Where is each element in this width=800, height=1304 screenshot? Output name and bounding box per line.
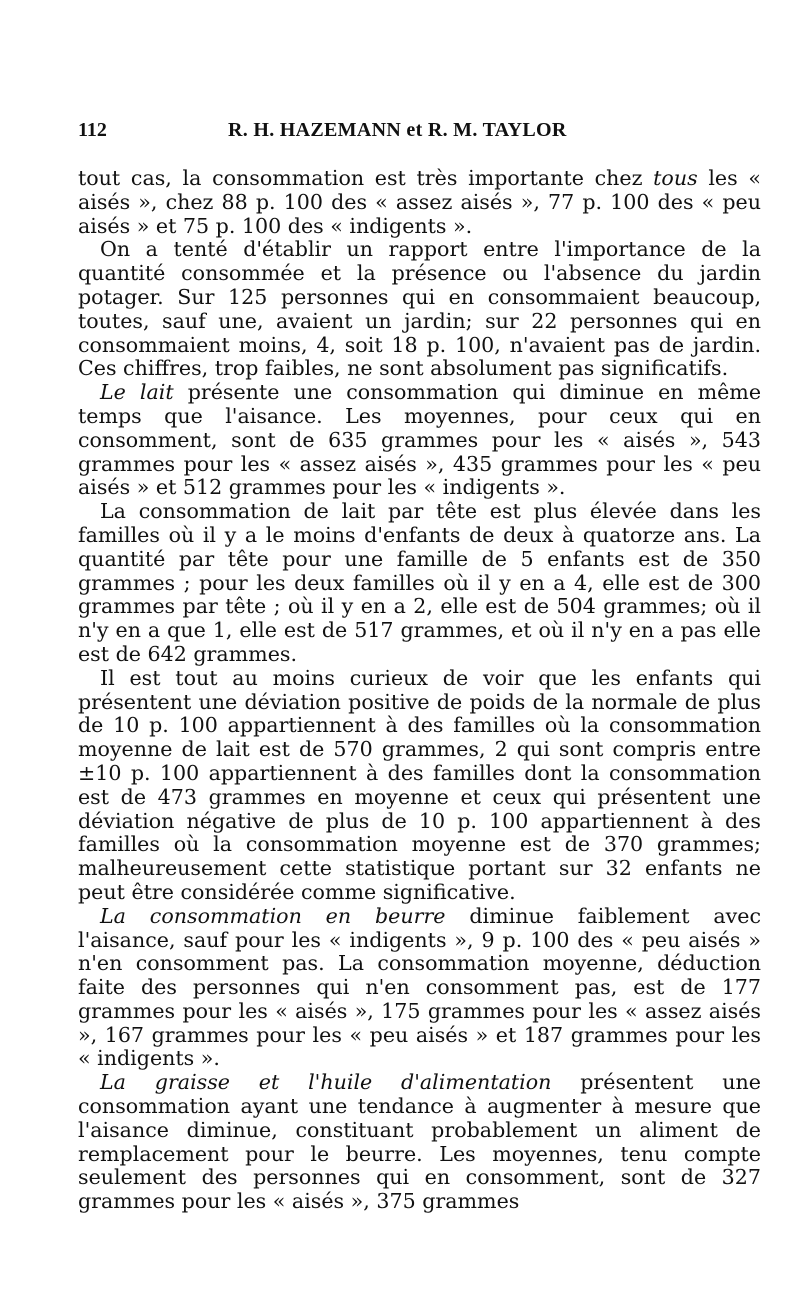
paragraph-4 (78, 500, 761, 667)
page-header (78, 119, 758, 149)
paragraph-5 (78, 667, 761, 905)
text-run: tout cas, la consommation est très importante chez (78, 166, 654, 190)
text-run: La consommation de lait par tête est plus élevée dans les familles où il y a le moins d'enfants de deux à quatorze ans. La quantité par tête pour une famille de 5 enfants est de 350 grammes ; pour les deux familles où il y en a 4, elle est de 300 grammes par tête ; où il y en a 2, elle est de 504 grammes; où il n'y en a que 1, elle est de 517 grammes, et où il n'y en a pas elle est de 642 grammes. (78, 499, 761, 666)
text-run: Il est tout au moins curieux de voir que les enfants qui présentent une déviation positive de poids de la normale de plus de 10 p. 100 appartiennent à des familles où la consommation moyenne de lait est de 570 grammes, 2 qui sont compris entre ±10 p. 100 appartiennent à des familles dont la consommation est de 473 grammes en moyenne et ceux qui présentent une déviation négative de plus de 10 p. 100 appartiennent à des familles où la consommation moyenne est de 370 grammes; malheureusement cette statistique portant sur 32 enfants ne peut être considérée comme significative. (78, 665, 761, 904)
emphasis: La consommation en beurre (100, 903, 446, 928)
emphasis: La graisse et l'huile d'alimentation (100, 1070, 552, 1095)
text-run: présentent une consommation ayant une tendance à augmenter à mesure que l'aisance diminue, constituant probablement un aliment de remplacement pour le beurre. Les moyennes, tenu compte seulement des personnes qui en consomment, sont de 327 grammes pour les « aisés », 375 grammes (78, 1070, 761, 1214)
page-number: 112 (78, 119, 107, 141)
text-run: présente une consommation qui diminue en même temps que l'aisance. Les moyennes, pour ceux qui en consomment, sont de 635 grammes pour les « aisés », 543 grammes pour les « assez aisés », 435 grammes pour les « peu aisés » et 512 grammes pour les « indigents ». (78, 380, 762, 500)
paragraph-7 (78, 1071, 761, 1214)
paragraph-2 (78, 238, 761, 381)
emphasis: tous (653, 166, 698, 190)
paragraph-1 (78, 167, 761, 238)
text-run: On a tenté d'établir un rapport entre l'importance de la quantité consommée et la présence ou l'absence du jardin potager. Sur 125 personnes qui en consommaient beaucoup, toutes, sauf une, avaient un jardin; sur 22 personnes qui en consommaient moins, 4, soit 18 p. 100, n'avaient pas de jardin. Ces chiffres, trop faibles, ne sont absolument pas significatifs. (78, 237, 761, 381)
emphasis: Le lait (100, 380, 174, 405)
body-text (78, 167, 761, 1214)
paragraph-3 (78, 381, 761, 500)
text-run: les « aisés », chez 88 p. 100 des « assez aisés », 77 p. 100 des « peu aisés » et 75 p. 100 des « indigents ». (78, 166, 761, 238)
text-run: diminue faiblement avec l'aisance, sauf pour les « indigents », 9 p. 100 des « peu aisés » n'en consomment pas. La consommation moyenne, déduction faite des personnes qui n'en consomment pas, est de 177 grammes pour les « aisés », 175 grammes pour les « assez aisés », 167 grammes pour les « peu aisés » et 187 grammes pour les « indigents ». (78, 903, 761, 1071)
running-head: R. H. HAZEMANN et R. M. TAYLOR (228, 119, 567, 141)
paragraph-6 (78, 905, 761, 1072)
